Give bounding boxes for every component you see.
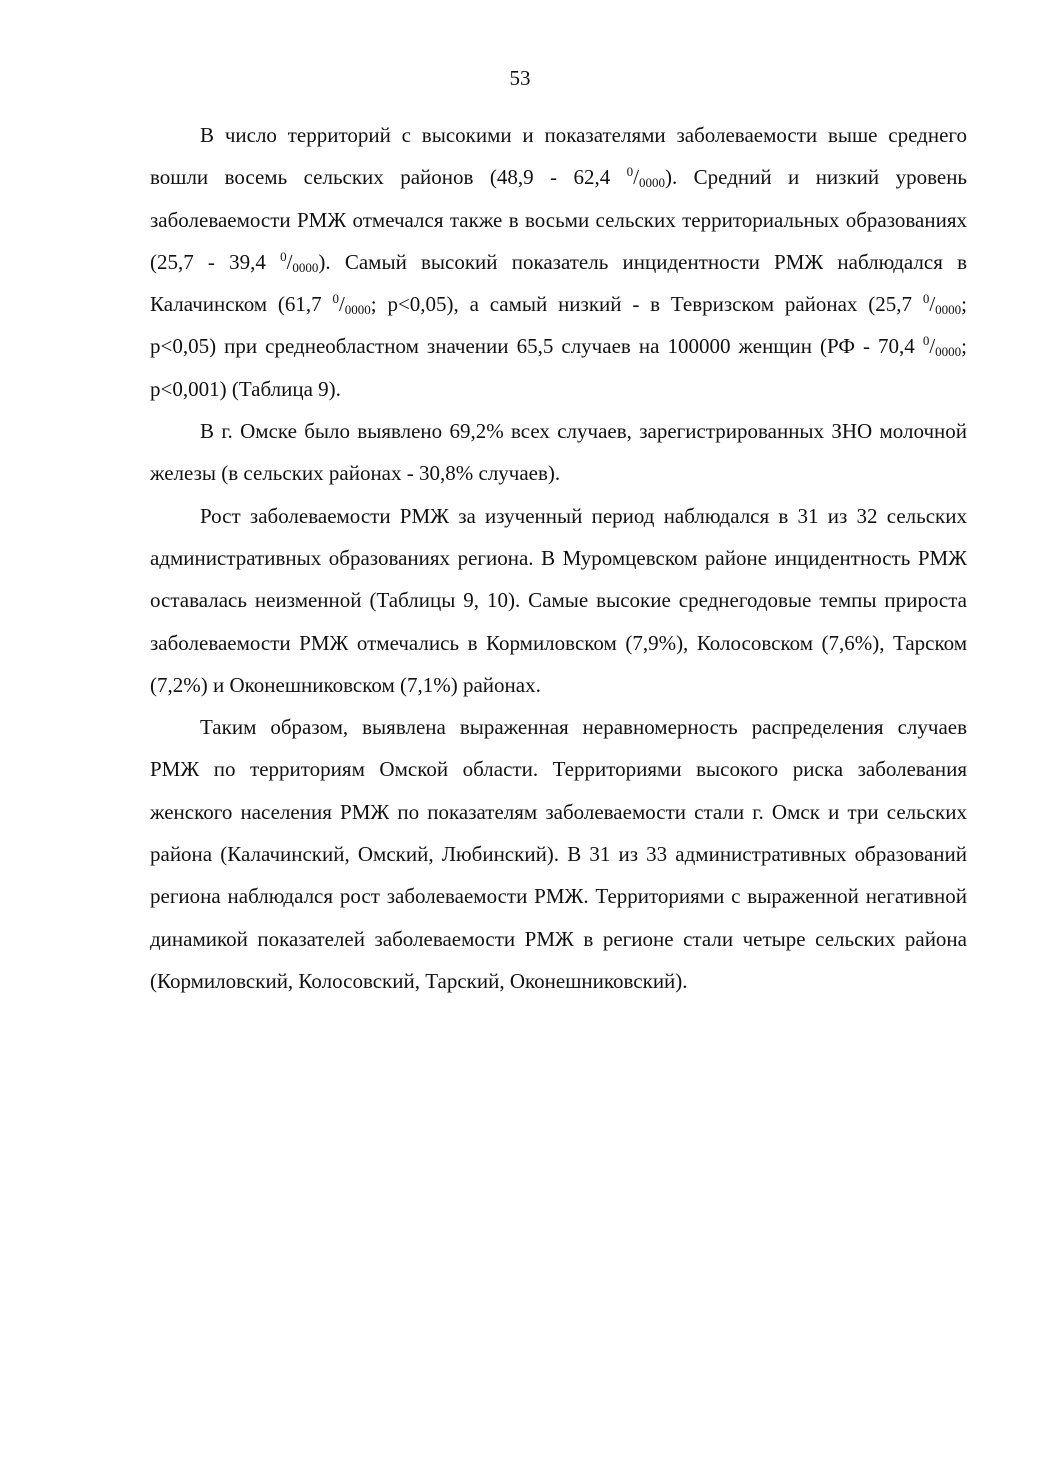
paragraph-3: Рост заболеваемости РМЖ за изученный период наблюдался в 31 из 32 сельских административных образованиях региона. В Муромцевском районе инцидентность РМЖ оставалась неизменной (Таблицы 9, 10). Самые высокие среднегодовые темпы прироста заболеваемости РМЖ отмечались в Кормиловском (7,9%), Колосовском (7,6%), Тарском (7,2%) и Оконешниковском (7,1%) районах. [150,503,967,697]
subscript: 0000 [344,302,371,318]
text-segment: ; р<0,05), а самый низкий - в Тевризском районах (25,7 [370,292,923,317]
text-segment: ). Средний и низкий уровень заболеваемости РМЖ отмечался также в восьми сельских территориальных образованиях (25,7 - 39,4 [150,165,968,274]
superscript: 0 [922,291,930,307]
page-number: 53 [509,66,531,90]
paragraph-1 [150,114,967,410]
subscript: 0000 [935,344,962,360]
text-segment: В число территорий с высокими и показателями заболеваемости выше среднего вошли восемь сельских районов (48,9 - 62,4 [150,123,967,190]
text-segment: ; р<0,05) при среднеобластном значении 65,5 случаев на 100000 женщин (РФ - 70,4 [150,292,967,359]
superscript: 0 [922,333,930,349]
fraction-slash: / [286,249,293,274]
subscript: 0000 [292,259,319,275]
text-segment: ). Самый высокий показатель инцидентности РМЖ наблюдался в Калачинском (61,7 [150,249,967,317]
superscript: 0 [280,248,287,264]
fraction-slash: / [929,334,936,359]
paragraph-2: В г. Омске было выявлено 69,2% всех случаев, зарегистрированных ЗНО молочной железы (в сельских районах - 30,8% случаев). [150,419,967,486]
subscript: 0000 [935,302,962,318]
subscript: 0000 [638,175,665,191]
superscript: 0 [626,164,634,180]
fraction-slash: / [929,292,936,317]
fraction-slash: / [633,165,639,190]
paragraph-4: Таким образом, выявлена выраженная неравномерность распределения случаев РМЖ по территориям Омской области. Территориями высокого риска заболевания женского населения РМЖ по показателям заболеваемости стали г. Омск и три сельских района (Калачинский, Омский, Любинский). В 31 из 33 административных образований региона наблюдался рост заболеваемости РМЖ. Территориями с выраженной негативной динамикой показателей заболеваемости РМЖ в регионе стали четыре сельских района (Кормиловский, Колосовский, Тарский, Оконешниковский). [150,715,967,993]
superscript: 0 [332,291,339,307]
text-segment: ; р<0,001) (Таблица 9). [150,334,967,401]
document-body [150,114,967,1002]
fraction-slash: / [338,292,345,317]
